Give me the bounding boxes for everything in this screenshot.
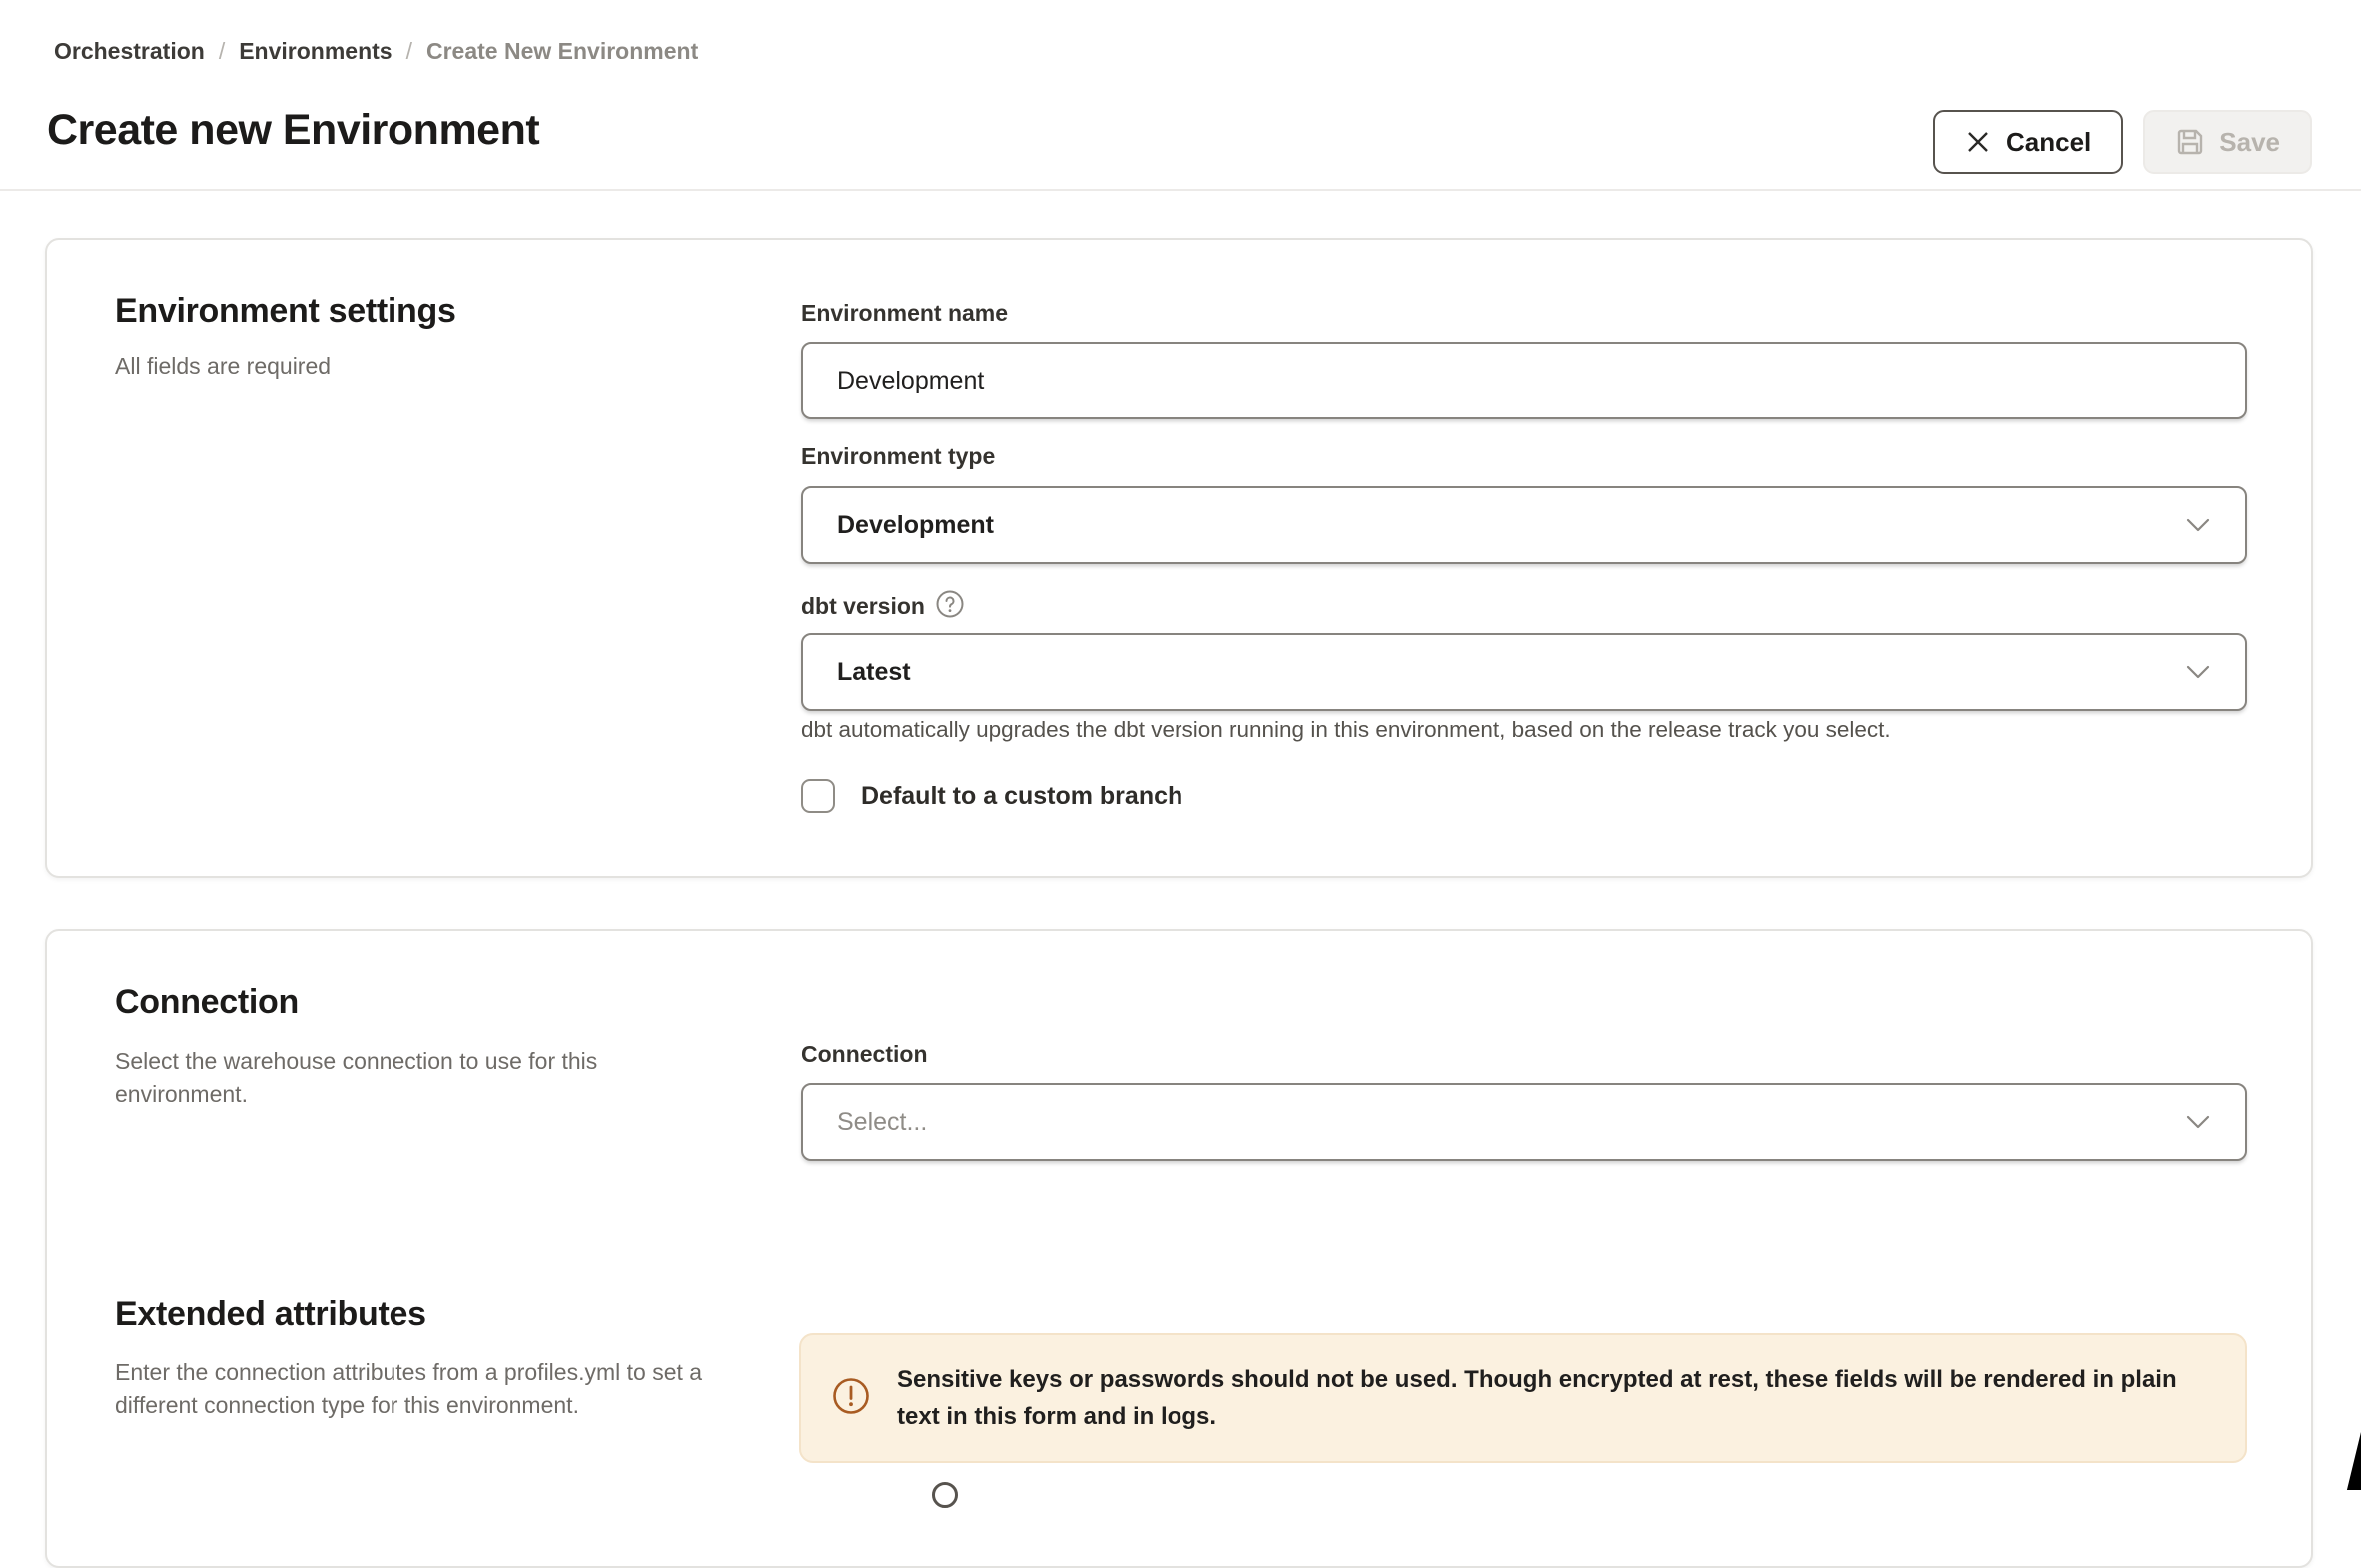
breadcrumb [54,38,698,65]
custom-branch-checkbox-row[interactable] [801,779,1182,813]
environment-type-value: Development [837,510,994,539]
save-button-label: Save [2219,126,2280,157]
environment-settings-subheading: All fields are required [115,353,332,379]
connection-select[interactable] [801,1083,2247,1161]
chevron-down-icon [2185,658,2211,687]
breadcrumb-orchestration[interactable]: Orchestration [54,38,205,64]
environment-name-label: Environment name [801,300,1009,326]
dbt-version-label: dbt version [801,589,965,625]
clipped-circle-icon [932,1482,958,1508]
custom-branch-label: Default to a custom branch [861,781,1183,810]
extended-attributes-description: Enter the connection attributes from a profiles.yml to set a different connection type for this environment. [115,1359,703,1419]
dbt-version-value: Latest [837,657,911,686]
dbt-version-select[interactable] [801,633,2247,711]
dbt-version-helper-text: dbt automatically upgrades the dbt version running in this environment, based on the release track you select. [801,717,1891,742]
chevron-down-icon [2185,511,2211,540]
environment-settings-card [45,238,2313,878]
environment-settings-heading: Environment settings [115,292,456,330]
page-title: Create new Environment [47,106,540,154]
breadcrumb-create-new-environment: Create New Environment [425,38,699,64]
cancel-button-label: Cancel [2006,126,2092,157]
save-button[interactable] [2143,110,2312,174]
breadcrumb-separator: / [405,38,412,64]
connection-field-label: Connection [801,1041,928,1067]
save-floppy-icon [2175,127,2205,157]
mouse-cursor [2345,1432,2361,1490]
cancel-button[interactable] [1933,110,2123,174]
extended-attributes-heading: Extended attributes [115,1295,426,1333]
environment-type-label: Environment type [801,443,996,469]
header-divider [0,189,2361,191]
connection-select-placeholder: Select... [837,1107,928,1136]
sensitive-keys-warning [799,1333,2247,1463]
alert-circle-icon [831,1376,871,1421]
connection-card [45,929,2313,1568]
connection-description: Select the warehouse connection to use for this environment. [115,1048,598,1108]
environment-type-select[interactable] [801,486,2247,564]
sensitive-keys-warning-text: Sensitive keys or passwords should not be used. Though encrypted at rest, these fields will be rendered in plain text in this form and in logs. [897,1366,2177,1431]
header-actions [1933,110,2312,174]
custom-branch-checkbox[interactable] [801,779,835,813]
help-circle-icon[interactable] [935,589,965,625]
chevron-down-icon [2185,1108,2211,1137]
close-icon [1965,128,1992,156]
breadcrumb-environments[interactable]: Environments [239,38,393,64]
environment-name-input[interactable] [801,342,2247,419]
breadcrumb-separator: / [218,38,226,64]
connection-heading: Connection [115,983,299,1021]
